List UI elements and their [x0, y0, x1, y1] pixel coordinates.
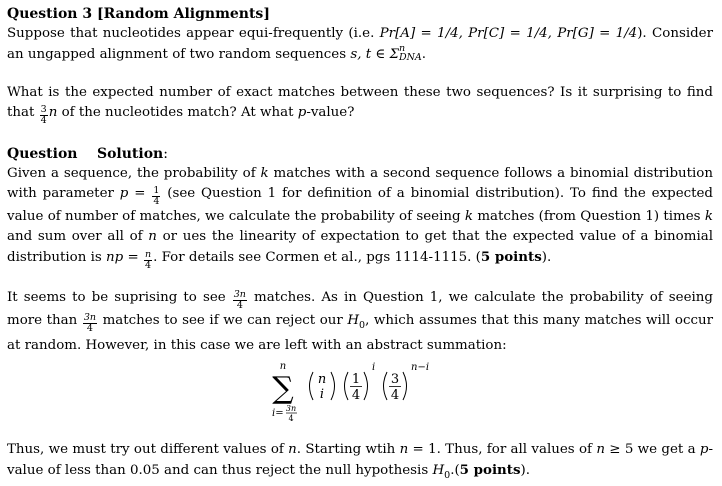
spacer — [7, 126, 713, 144]
solution-text: (see Question 1 for definition of a binomial distribution). To find the expected value of number of matches, we calculate the probability of seeing — [7, 186, 713, 224]
variable-n: n — [596, 442, 605, 457]
solution-text: matches (from Question 1) times — [473, 209, 705, 224]
fraction — [144, 250, 152, 271]
fraction-denominator: 4 — [236, 300, 243, 311]
summation-formula — [7, 358, 713, 436]
sum-lower-fraction-numerator: 3n — [285, 404, 297, 413]
sum-lower-fraction-denominator: 4 — [288, 414, 294, 423]
sigma-subscript: DNA — [399, 52, 422, 63]
solution-text: , which assumes that this many matches will occur at random. However, in this case we are left with an abstract summation: — [7, 313, 713, 353]
variable-n: n — [288, 442, 297, 457]
fraction — [83, 313, 97, 334]
question-text: . — [421, 47, 427, 62]
solution-text: or ues the linearity of expectation to get that the expected value of a binomial distribution is — [7, 229, 713, 265]
binomial-right-paren — [331, 372, 335, 400]
fraction — [152, 186, 160, 207]
sequence-set-expression: s, t ∈ Σ — [350, 47, 399, 62]
points-label: 5 points — [459, 462, 521, 478]
solution-heading-colon: : — [163, 146, 168, 162]
question-text: ). — [637, 26, 647, 41]
solution-text: Thus, we must try out different values of — [7, 442, 289, 457]
question-text: of the nucleotides match? At what — [57, 105, 298, 120]
equals-sign: = — [123, 250, 143, 265]
summation-formula-graphic — [269, 358, 459, 436]
solution-text: . For details see Cormen et al., pgs 1114-1115. ( — [153, 250, 481, 265]
question-text: What is the expected number of exact matches between these two sequences? Is it surprising to find that — [7, 85, 713, 120]
solution-heading — [7, 144, 713, 164]
question-statement — [7, 24, 713, 65]
solution-text: It seems to be suprising to see — [7, 290, 232, 305]
binomial-left-paren — [310, 372, 314, 400]
hypothesis-h: H — [347, 313, 360, 328]
fraction-numerator: 3n — [83, 312, 97, 323]
fraction-denominator: 4 — [153, 196, 160, 207]
solution-text: matches to see if we can reject our — [98, 313, 348, 328]
solution-text: ). — [541, 250, 552, 265]
fraction-numerator: 3n — [233, 289, 246, 300]
fraction-denominator: 4 — [144, 260, 152, 271]
solution-heading-solution: Solution — [96, 146, 164, 162]
fraction-denominator: 4 — [351, 388, 361, 403]
solution-paragraph-3 — [7, 440, 713, 486]
fraction-denominator: 4 — [40, 115, 47, 126]
paren-left — [345, 372, 349, 400]
sum-upper-limit: n — [279, 361, 287, 372]
fraction-numerator: 3 — [40, 104, 47, 115]
points-label: 5 points — [480, 249, 542, 265]
variable-k: k — [260, 166, 269, 181]
sigma-scripts — [399, 44, 422, 62]
fraction-numerator: 3 — [390, 372, 400, 387]
binomial-bottom: i — [319, 387, 325, 402]
spacer — [7, 271, 713, 288]
solution-text: = 1. Thus, for all values of — [408, 442, 597, 457]
paren-right — [403, 372, 407, 400]
fraction-numerator: n — [144, 249, 152, 260]
solution-text: matches with a second sequence follows a binomial distribution with parameter — [7, 166, 713, 201]
question-ask — [7, 83, 713, 126]
variable-n: n — [148, 229, 157, 244]
solution-text: ≥ 5 we get a — [604, 442, 700, 457]
hypothesis-h: H — [432, 463, 445, 478]
question-title-text: Question 3 [Random Alignments] — [7, 6, 270, 22]
variable-n: n — [399, 442, 409, 457]
fraction-numerator: 1 — [351, 372, 361, 387]
solution-heading-question: Question — [7, 146, 78, 162]
document-page — [7, 4, 713, 486]
spacer — [7, 65, 713, 83]
sigma-symbol: ∑ — [272, 371, 294, 406]
fraction-denominator: 4 — [390, 388, 400, 403]
variable-p: p — [297, 105, 307, 120]
question-title — [7, 4, 713, 24]
solution-text: matches. As in Question 1, we calculate the probability of seeing more than — [7, 290, 713, 328]
paren-right — [364, 372, 368, 400]
question-text: -value? — [306, 105, 355, 120]
variable-p: p — [699, 442, 709, 457]
variable-k: k — [464, 209, 474, 224]
question-text: Consider an ungapped alignment of two random sequences — [7, 26, 713, 62]
paren-left — [384, 372, 388, 400]
hypothesis-subscript: 0 — [444, 470, 451, 481]
probability-expression: Pr[A] = 1/4, Pr[C] = 1/4, Pr[G] = 1/4 — [379, 26, 638, 41]
exponent-n-minus-i: n−i — [411, 362, 430, 373]
solution-text: and sum over all of — [7, 229, 149, 244]
solution-paragraph-2 — [7, 288, 713, 356]
variable-k: k — [704, 209, 713, 224]
sum-lower-limit: i= — [272, 408, 284, 419]
solution-text: -value of less than 0.05 and can thus reject the null hypothesis — [7, 442, 714, 478]
fraction — [40, 105, 48, 126]
solution-text: . Starting wtih — [296, 442, 400, 457]
exponent-i: i — [372, 362, 376, 373]
variable-n: n — [48, 105, 58, 120]
equals-sign: = — [128, 186, 152, 201]
solution-text: Given a sequence, the probability of — [7, 166, 261, 181]
solution-paragraph-1 — [7, 164, 713, 271]
fraction-denominator: 4 — [86, 323, 93, 334]
hypothesis-subscript: 0 — [359, 320, 366, 331]
sigma-superscript: n — [399, 43, 406, 54]
variable-np: np — [106, 250, 124, 265]
solution-text: .( — [450, 463, 460, 478]
variable-p: p — [119, 186, 129, 201]
fraction-numerator: 1 — [153, 185, 160, 196]
solution-text: ). — [520, 463, 530, 478]
fraction — [233, 290, 247, 311]
question-text: Suppose that nucleotides appear equi-frequently (i.e. — [7, 26, 380, 41]
binomial-top: n — [317, 372, 327, 387]
